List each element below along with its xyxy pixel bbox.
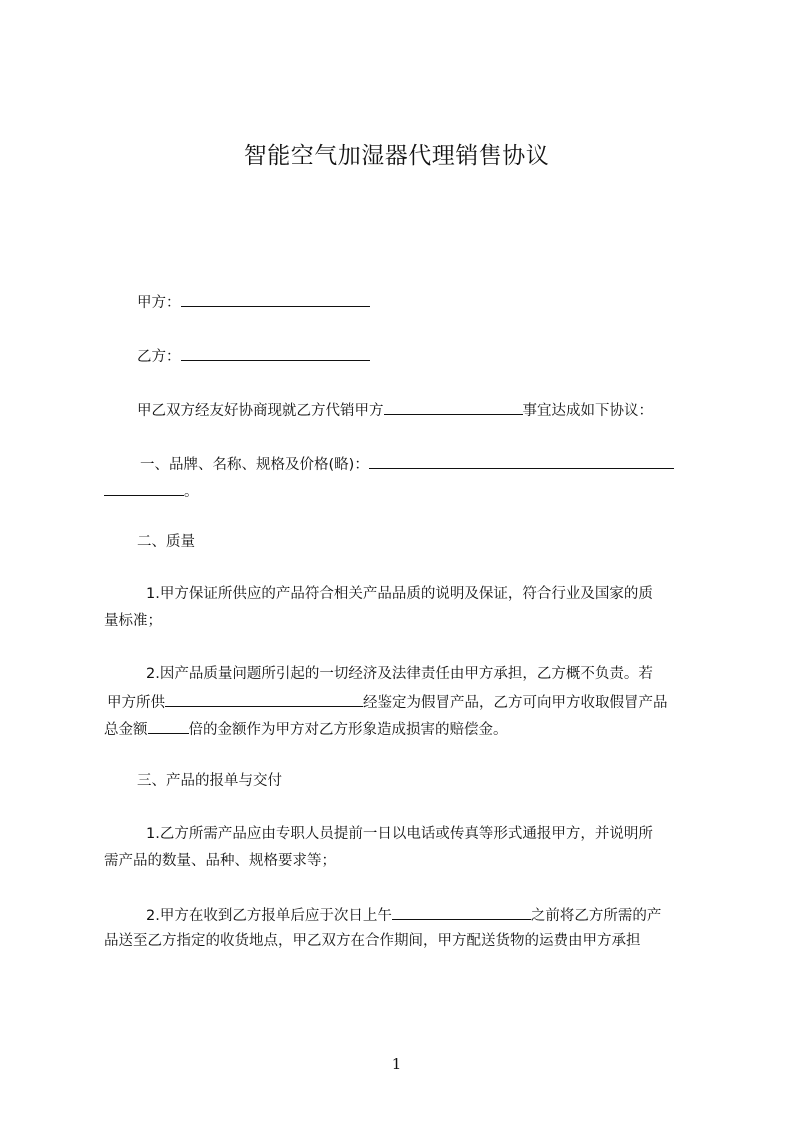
section1-heading-line [140, 453, 674, 475]
page-number: 1 [391, 1055, 402, 1073]
section2-item2-line1: 2.因产品质量问题所引起的一切经济及法律责任由甲方承担，乙方概不负责。若 [146, 666, 653, 682]
intro-text-before: 甲乙双方经友好协商现就乙方代销甲方 [137, 403, 384, 419]
section2-item2-multiple-blank[interactable] [148, 718, 189, 734]
section2-item2-supplied-label: 甲方所供 [107, 695, 165, 711]
section3-item2-line1 [146, 904, 661, 926]
section2-item1-line1: 1.甲方保证所供应的产品符合相关产品品质的说明及保证，符合行业及国家的质 [146, 586, 653, 602]
section3-item1-line2: 需产品的数量、品种、规格要求等； [104, 853, 336, 869]
section3-heading: 三、产品的报单与交付 [137, 773, 282, 789]
section1-blank[interactable] [369, 453, 674, 469]
section3-item2-text-after: 之前将乙方所需的产 [530, 908, 662, 924]
party-a-line [137, 291, 370, 313]
party-a-label: 甲方： [137, 295, 181, 311]
party-b-label: 乙方： [137, 349, 181, 365]
section1-tail: 。 [184, 484, 199, 500]
intro-line [137, 399, 653, 421]
party-b-blank[interactable] [181, 345, 370, 361]
section2-item1-line2: 量标准； [104, 613, 162, 629]
section3-item2-line2: 品送至乙方指定的收货地点，甲乙双方在合作期间，甲方配送货物的运费由甲方承担 [104, 933, 641, 949]
section1-continuation-line [104, 480, 199, 502]
section3-item1-line1: 1.乙方所需产品应由专职人员提前一日以电话或传真等形式通报甲方，并说明所 [146, 826, 653, 842]
section2-item2-line2 [107, 691, 668, 713]
intro-text-after: 事宜达成如下协议： [522, 403, 653, 419]
intro-product-blank[interactable] [384, 399, 523, 415]
section3-item2-time-blank[interactable] [392, 904, 531, 920]
section2-item2-counterfeit-text: 经鉴定为假冒产品，乙方可向甲方收取假冒产品 [363, 695, 668, 711]
section2-item2-line3 [104, 718, 508, 740]
section1-heading: 一、品牌、名称、规格及价格(略)： [140, 457, 369, 473]
section1-blank-continued[interactable] [104, 480, 184, 496]
document-title: 智能空气加湿器代理销售协议 [243, 143, 550, 169]
section3-item2-text-before: 2.甲方在收到乙方报单后应于次日上午 [146, 908, 392, 924]
party-b-line [137, 345, 370, 367]
section2-item2-amount-label: 总金额 [104, 722, 148, 738]
section2-heading: 二、质量 [137, 534, 195, 550]
section2-item2-compensation-text: 倍的金额作为甲方对乙方形象造成损害的赔偿金。 [188, 722, 508, 738]
section2-item2-product-blank[interactable] [165, 691, 363, 707]
party-a-blank[interactable] [181, 291, 370, 307]
